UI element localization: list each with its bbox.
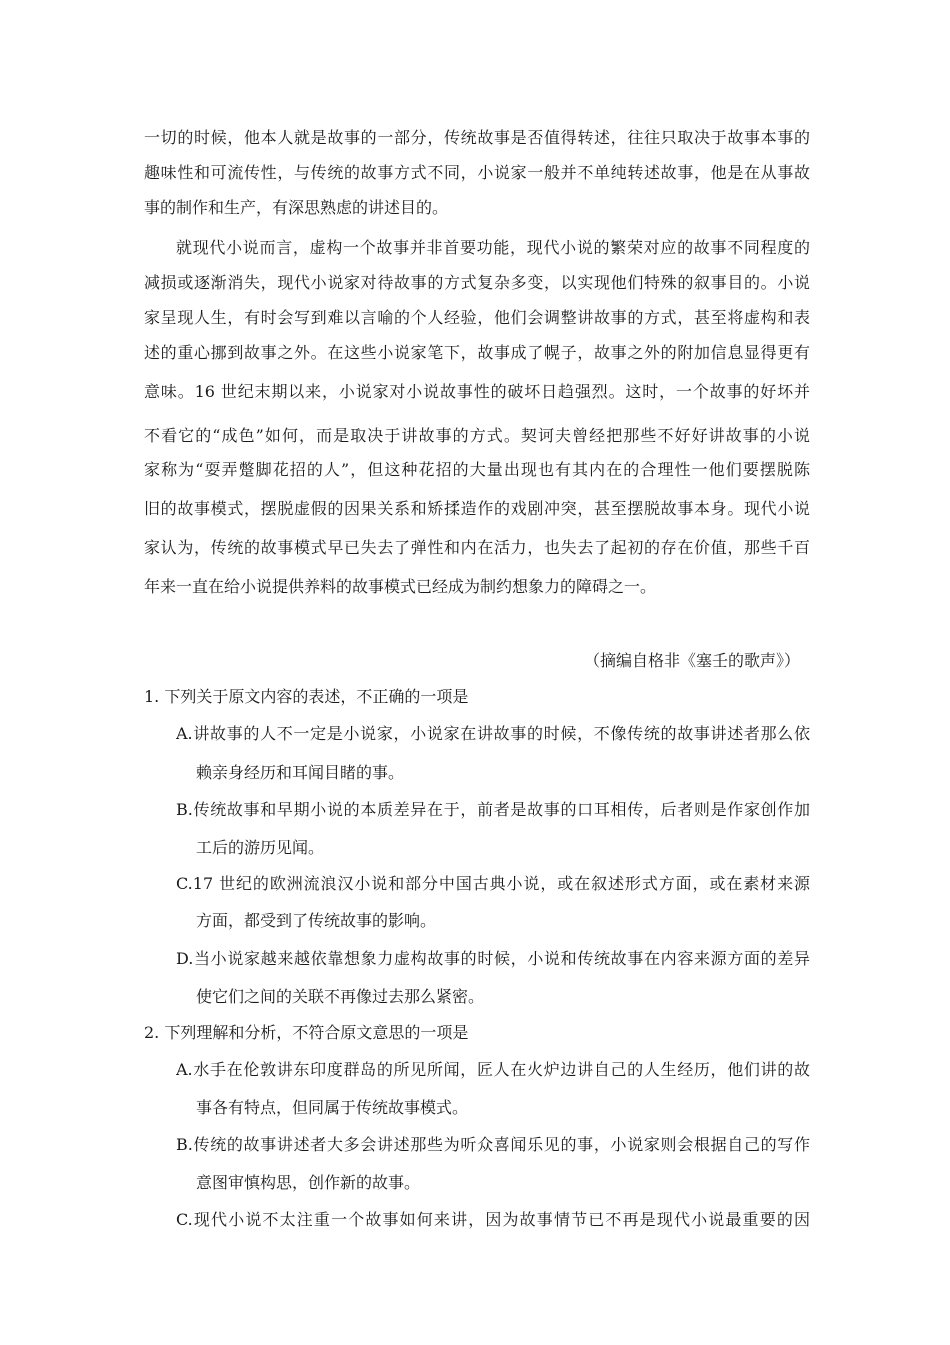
- passage-line: 不看它的“成色”如何，而是取决于讲故事的方式。契诃夫曾经把那些不好好讲故事的小说: [144, 426, 810, 445]
- passage-line: 就现代小说而言，虚构一个故事并非首要功能，现代小说的繁荣对应的故事不同程度的: [176, 238, 810, 257]
- passage-line: 家称为“耍弄蹩脚花招的人”，但这种花招的大量出现也有其内在的合理性一他们要摆脱陈: [144, 460, 810, 479]
- option-c-line1: C.现代小说不太注重一个故事如何来讲，因为故事情节已不再是现代小说最重要的因: [176, 1210, 810, 1229]
- option-a-line1: A.讲故事的人不一定是小说家，小说家在讲故事的时候，不像传统的故事讲述者那么依: [176, 724, 810, 743]
- option-d-line2: 使它们之间的关联不再像过去那么紧密。: [196, 987, 485, 1006]
- passage-line: 旧的故事模式，摆脱虚假的因果关系和矫揉造作的戏剧冲突，甚至摆脱故事本身。现代小说: [144, 499, 810, 518]
- source-attribution: （摘编自格非《塞壬的歌声》）: [583, 651, 800, 670]
- question-stem: 2. 下列理解和分析，不符合原文意思的一项是: [144, 1023, 469, 1042]
- option-b-line1: B.传统故事和早期小说的本质差异在于，前者是故事的口耳相传，后者则是作家创作加: [176, 800, 810, 819]
- option-c-line2: 方面，都受到了传统故事的影响。: [196, 911, 437, 930]
- option-b-line2: 意图审慎构思，创作新的故事。: [196, 1173, 421, 1192]
- question-stem: 1. 下列关于原文内容的表述，不正确的一项是: [144, 687, 469, 706]
- passage-line: 家呈现人生，有时会写到难以言喻的个人经验，他们会调整讲故事的方式，甚至将虚构和表: [144, 308, 810, 327]
- passage-line: 家认为，传统的故事模式早已失去了弹性和内在活力，也失去了起初的存在价值，那些千百: [144, 538, 810, 557]
- option-a-line2: 赖亲身经历和耳闻目睹的事。: [196, 763, 405, 782]
- passage-line: 意味。16 世纪末期以来，小说家对小说故事性的破坏日趋强烈。这时，一个故事的好坏并: [144, 382, 810, 401]
- passage-line: 述的重心挪到故事之外。在这些小说家笔下，故事成了幌子，故事之外的附加信息显得更有: [144, 343, 810, 362]
- option-c-line1: C.17 世纪的欧洲流浪汉小说和部分中国古典小说，或在叙述形式方面，或在素材来源: [176, 874, 810, 893]
- option-d-line1: D.当小说家越来越依靠想象力虚构故事的时候，小说和传统故事在内容来源方面的差异: [176, 949, 810, 968]
- option-a-line2: 事各有特点，但同属于传统故事模式。: [196, 1098, 469, 1117]
- passage-line: 趣味性和可流传性，与传统的故事方式不同，小说家一般并不单纯转述故事，他是在从事故: [144, 163, 810, 182]
- option-a-line1: A.水手在伦敦讲东印度群岛的所见所闻，匠人在火炉边讲自己的人生经历，他们讲的故: [176, 1060, 810, 1079]
- passage-line: 年来一直在给小说提供养料的故事模式已经成为制约想象力的障碍之一。: [144, 577, 657, 596]
- passage-line: 减损或逐渐消失，现代小说家对待故事的方式复杂多变，以实现他们特殊的叙事目的。小说: [144, 273, 810, 292]
- passage-line: 一切的时候，他本人就是故事的一部分，传统故事是否值得转述，往往只取决于故事本事的: [144, 128, 810, 147]
- passage-line: 事的制作和生产，有深思熟虑的讲述目的。: [144, 198, 449, 217]
- option-b-line1: B.传统的故事讲述者大多会讲述那些为听众喜闻乐见的事，小说家则会根据自己的写作: [176, 1135, 810, 1154]
- option-b-line2: 工后的游历见闻。: [196, 838, 325, 857]
